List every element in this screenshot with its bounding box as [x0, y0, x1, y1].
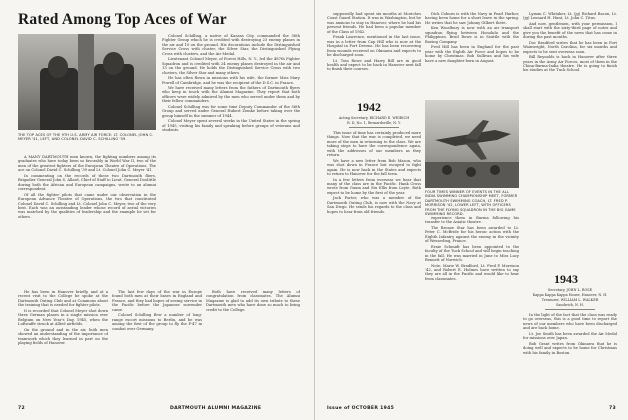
notes-paragraph: The Bronze Star has been awarded to Lt. Peter C. McBride for his heroic action with the Eighth Infantry against the enemy in the vicinity of Wesserling, France. — [425, 225, 519, 244]
body-paragraph: Colonel Schilling, a native of Kansas City, commanded the 56th Fighter Group which he is credited with destroying 23 enemy planes in the air and 10 on the ground. His decorations include the Distinguished Service Cross with cluster, the Silver Star, the Distinguished Flying Cross with clusters, and the Air Medal. — [162, 34, 300, 56]
class-notes-1942 — [327, 131, 421, 401]
body-paragraph: Colonel Schilling flew a number of long-range escort missions to Berlin, and he was among the first of the group to fly the P-47 in combat over Germany. — [112, 313, 202, 331]
article-body-right — [162, 34, 300, 284]
page-number: 73 — [609, 406, 616, 411]
class-treasurer-address-1943: Sandwich, N. H. — [556, 303, 584, 307]
notes-paragraph: Bill Reynolds is back in Hanover after three years in the Army Air Forces, most of them in the China-Burma-India theatre. He is going to finish his studies at the Tuck School. — [523, 55, 617, 73]
class-notes-top-mid — [425, 12, 519, 96]
class-rule — [349, 127, 399, 128]
swimming-photo-caption: FOUR TIMES WINNER OF EVENTS IN THE ALL INDIA SWIMMING CHAMPIONSHIP MEET, FORMER DARTMOUTH SWIMMING COACH, LT. FRED P. MORRISON '42, LOWER LEFT, WITH OFFICERS FROM THE FLYING SQUADRON IN THE BIG GAME SWIMMING RECORD. — [425, 190, 518, 217]
body-paragraph: On the ground and in the air, both men showed an understanding of the importance of teamwork which they learned in part on the playing fields of Hanover. — [18, 327, 108, 345]
article-lower-right — [206, 290, 300, 398]
notes-paragraph: Fred Hill has been in England for the past year with the Eighth Air Force and hopes to be home by Christmas. Bob Sullivan and his wife have a new daughter born in August. — [425, 45, 519, 63]
body-paragraph: It is recorded that Colonel Meyer shot down three German planes in a single mission over Belgium on New Year's Day, 1945, when the Luftwaffe struck at Allied airfields. — [18, 308, 108, 327]
notes-paragraph: Ernie Schmidt has been appointed to the faculty of the Tuck School and will begin teaching in the fall. He was married in June to Miss Lucy Bennett of Norwich. — [425, 244, 519, 263]
aces-photo — [18, 34, 156, 130]
body-paragraph: He has been in Hanover briefly, and at a recent visit to the College he spoke at the Dartmouth Outing Club and at Commons about the training that is needed for fighter pilots. — [18, 290, 108, 308]
article-headline: Rated Among Top Aces of War — [18, 11, 227, 28]
aircraft-icon — [425, 100, 519, 188]
class-notes-mid — [425, 216, 519, 401]
notes-paragraph: supposedly had spent six months at Moriches Coast Guard Station. It was in Washington, but he was anxious to stay in Hanover, where he had his present friends. He had been a popular member of the Class of 1942. — [327, 12, 421, 34]
notes-paragraph: Jack Porter, who was a member of the Dartmouth Outing Club, is now with the Navy at San Diego. He sends his regards to the class and hopes to hear from old friends. — [327, 196, 421, 214]
magazine-footer: DARTMOUTH ALUMNI MAGAZINE — [170, 406, 262, 411]
body-paragraph: The last few days of the war in Europe found both men at their bases in England and France, and they had hopes of seeing service in the Pacific before the Japanese surrender came. — [112, 290, 202, 312]
notes-paragraph: Doc Bradford writes that he has been in Fort Wainwright, North Carolina, for six months and expects to be sent overseas soon. — [523, 40, 617, 54]
class-year-1942: 1942 — [357, 100, 381, 114]
body-paragraph: Of all the fighter pilots that came under our observation in the European Advance Theatre of Operations, the two that constituted Colonel David C. Schilling and Lt. Colonel John C. Meyer, two of the very best. Each was an outstanding leader whose record of aerial victories was matched by the qualities of leadership and the example he set for others. — [18, 192, 156, 219]
class-year-1943: 1943 — [554, 272, 578, 286]
swimming-photo — [425, 100, 519, 188]
notes-paragraph: In a few letters from overseas we hear that many of the class are in the Pacific. Hank Cross wrote from Guam and Stu Ellis from Leyte. Both expect to be home by the first of the year. — [327, 177, 421, 195]
notes-paragraph: Bob Grant writes from Okinawa that he is doing well and expects to be home for Christmas with his family in Boston. — [523, 341, 617, 355]
class-secretary-1943: Secretary, JOHN L. ROSE — [547, 288, 593, 292]
notes-paragraph: We have a new letter from Bob Mason, who was shot down in France but escaped to fight again. He is now back in the States and expects to return to Hanover for the fall term. — [327, 158, 421, 177]
notes-paragraph: Lt. Tom Rowe and Harry Bill are in good health and expect to be back in Hanover next fall to finish their courses. — [327, 58, 421, 72]
body-paragraph: He has often flown in missions with his wife, the former Miss Mary Powell of Cambridge, and he was the recipient of the D.S.C. in France. — [162, 76, 300, 85]
body-paragraph: Colonel Schilling was for some time Deputy Commander of the 56th Group and served under General Hubert Zemke before taking over the group himself in the summer of 1944. — [162, 104, 300, 118]
body-paragraph: A MANY DARTMOUTH men known, the fighting numbers among its graduates who have today been so favorably in World War II, two of the men of the greatest fighters of the European Theatre of Operations. The ace on Colonel David C. Schilling '39 and Lt. Colonel John C. Meyer '41. — [18, 155, 156, 173]
body-paragraph: In commenting on the records of these two Dartmouth fliers, Brigadier General John S. Allard, Chief of Staff to Lieut. General Doolittle during both the African and European campaigns, wrote to an alumni correspondent. — [18, 173, 156, 192]
notes-paragraph: Frank Lawrence, mentioned in the last issue, was in a letter from Cap Hill who is now at the Hospital in Fort Devens. He has been recovering from wounds received on Okinawa and expects to be discharged soon. — [327, 35, 421, 58]
body-paragraph: Colonel Meyer spent several weeks in the United States in the spring of 1945, visiting his family and speaking before groups of veterans and students. — [162, 119, 300, 133]
class-notes-1943 — [523, 313, 617, 401]
class-notes-top-left — [327, 12, 421, 96]
notes-paragraph: Dick Coburn is with the Navy in Pearl Harbor, having been home for a short leave in the spring. He writes that he saw Johnny Gilbert there. — [425, 12, 519, 25]
article-lower-left — [18, 290, 108, 398]
photo-caption: THE TOP ACES OF THE 9TH U.S. ARMY AIR FORCE: LT. COLONEL JOHN C. MEYER '41, LEFT, AND COLONEL DAVID C. SCHILLING '39. — [18, 133, 154, 142]
class-address-1943: Kappa Kappa Kappa House, Hanover, N. H. — [532, 293, 608, 297]
issue-footer: Issue of OCTOBER 1945 — [327, 406, 395, 411]
body-paragraph: Both have received many letters of congratulation from classmates. The Alumni Magazine is glad to add its own tribute to these Dartmouth men who have done so much to bring credit to the College. — [206, 290, 300, 312]
notes-paragraph: Lyman C. Whitaker, Lt. (jg) Richard Bacon, Lt. (jg) Leonard H. Hunt, Lt. John C. Titus. — [523, 12, 617, 21]
page-number: 72 — [18, 406, 25, 411]
notes-paragraph: This issue of time has certainly produced more things. Now that the war is completed, we need more of the men in returning to the class. We are taking steps to have the correspondence again, with the addresses of our members as they return. — [327, 131, 421, 158]
notes-paragraph: Lt. Joe Smith has been awarded the Air Medal for missions over Japan. — [523, 331, 617, 341]
class-notes-right — [523, 12, 617, 270]
notes-paragraph: In the light of the fact that the class was ready to go overseas, this is a good time to report the news of our members who have been discharged and are back home. — [523, 313, 617, 331]
class-address-1942: R. D. No. 1, Bernardsville, N. Y. — [347, 121, 401, 125]
article-lower-mid — [112, 290, 202, 398]
notes-paragraph: experience them in Burma following his transfer to the Asiatic theatre. — [425, 216, 519, 225]
notes-paragraph: Ken Woodbury is now with an air transport squadron flying between Honolulu and the Philippines. Brud Rowe is in Seattle with the Boeing Company. — [425, 26, 519, 44]
article-body-intro — [18, 155, 156, 285]
body-paragraph: Lieutenant Colonel Meyer, of Forest Hills, N. Y., led the 487th Fighter Squadron and is credited with 24 enemy planes destroyed in the air and 13 on the ground. He holds the Distinguished Service Cross with two clusters, the Silver Star and many others. — [162, 57, 300, 75]
class-rule — [545, 309, 595, 310]
right-page — [314, 0, 628, 420]
class-treasurer-1943: Treasurer, WILLIAM L. WALKER — [541, 298, 599, 302]
notes-paragraph: And now, gentlemen, with your permission, I shall start with the sixty-third page of notes and give you the benefit of the news that has come in during the past months. — [523, 21, 617, 40]
body-paragraph: We have received many letters from the fathers of Dartmouth flyers who keep in touch with the Alumni Magazine. They report that both officers were widely admired by the men who served under them and by their fellow commanders. — [162, 85, 300, 104]
class-secretary-1942: Acting Secretary, RICHARD E. WEIRICH — [338, 116, 410, 120]
notes-paragraph: Note: Marie W. Bradford, Lt. Fred P. Morrison '42, and Robert E. Holmes have written to say they are all in the Pacific and would like to hear from classmates. — [425, 263, 519, 281]
